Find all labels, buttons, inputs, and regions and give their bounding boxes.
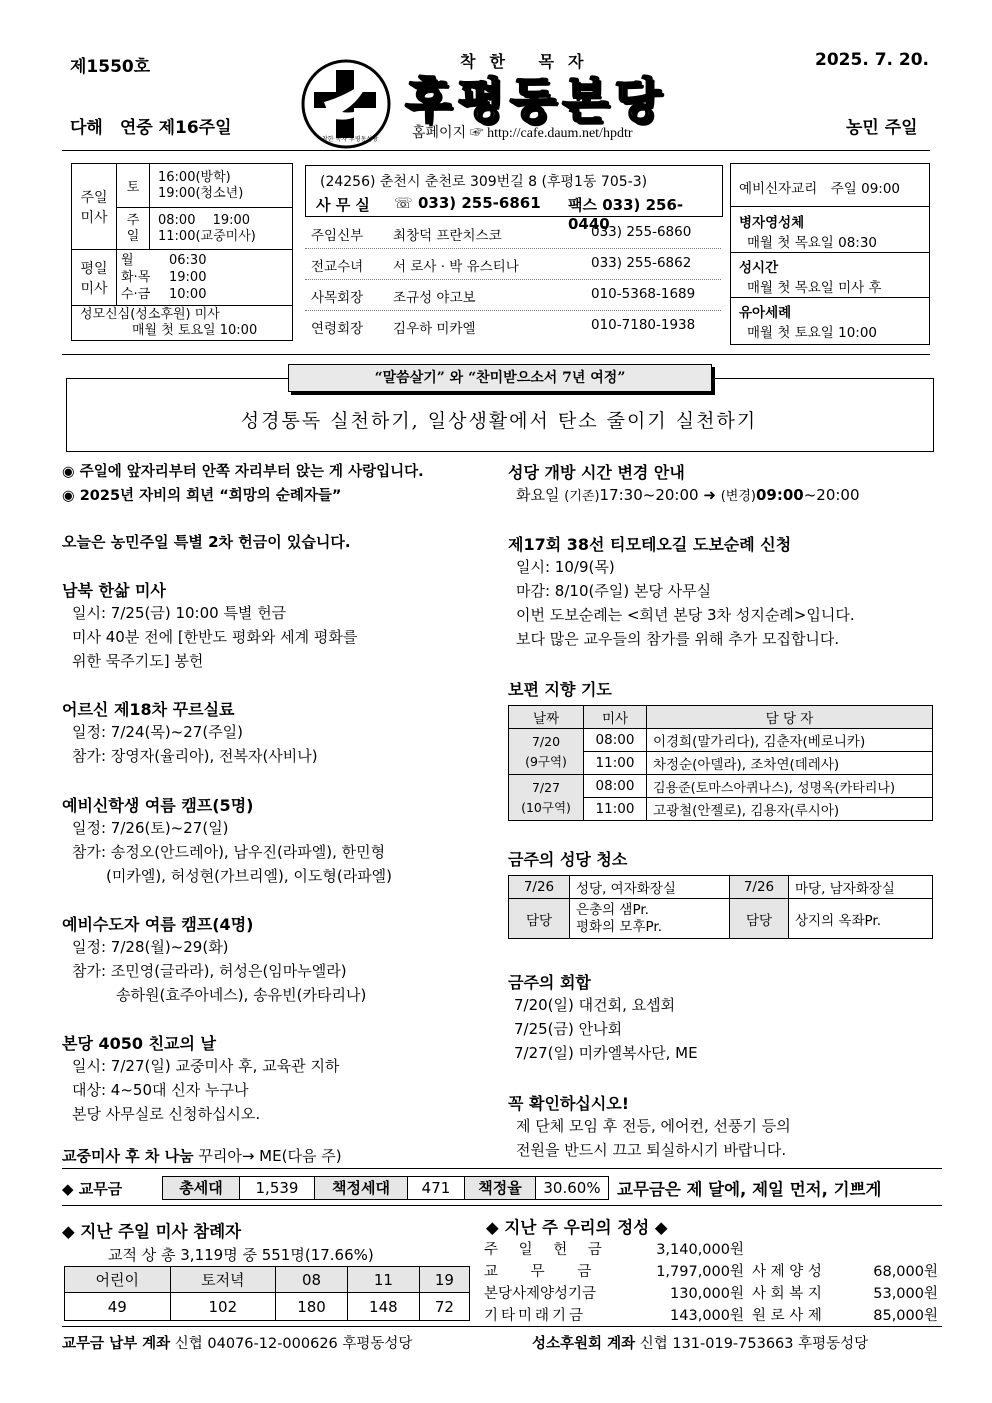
- meeting-line: 7/27(일) 미카엘복사단, ME: [514, 1044, 698, 1062]
- prayer-time: 11:00: [584, 798, 647, 821]
- staff-list: [305, 218, 721, 341]
- vocation-account-number: 신협 131-019-753663 후평동성당: [639, 1336, 869, 1352]
- offering-amount: 68,000원: [873, 1264, 938, 1280]
- staff-name: 조규성 야고보: [393, 290, 476, 306]
- sat-time-1: 16:00(방학): [158, 169, 231, 185]
- seminary-camp-line: 참가: 송정오(안드레아), 남우진(라파엘), 한민형: [72, 843, 386, 861]
- weekday-day-1: 월: [121, 253, 134, 268]
- offering-amount: 53,000원: [873, 1286, 938, 1302]
- open-hours-after-start: 09:00: [755, 486, 804, 504]
- cleaning-charge-label: 담당: [730, 899, 789, 939]
- cleaning-group: 상지의 옥좌Pr.: [789, 899, 933, 939]
- offering-amount: 130,000원: [670, 1286, 744, 1302]
- sick-communion-time: 매월 첫 목요일 08:30: [747, 235, 878, 251]
- parish-name: 후평동본당: [405, 73, 667, 129]
- cursillo-line: 참가: 장영자(율리아), 전복자(사비나): [72, 747, 318, 765]
- sun-time-2: 11:00(교중미사): [158, 228, 256, 244]
- meetings-title: 금주의 회합: [508, 973, 591, 992]
- fax-number: 팩스 033) 256-0440: [568, 196, 684, 233]
- fellowship-day-title: 본당 4050 친교의 날: [62, 1034, 216, 1053]
- prayer-group: (9구역): [525, 753, 567, 769]
- dues-rate: 30.60%: [536, 1176, 609, 1200]
- pilgrimage-line: 보다 많은 교우들의 참가를 위해 추가 모집합니다.: [516, 630, 840, 648]
- attendance-table: [64, 1266, 470, 1321]
- dues-account-label: 교무금 납부 계좌: [62, 1336, 171, 1352]
- attendance-summary: 교적 상 총 3,119명 중 551명(17.66%): [108, 1246, 374, 1264]
- offering-row: [752, 1282, 938, 1304]
- unification-mass-line: 일시: 7/25(금) 10:00 특별 헌금: [72, 604, 287, 622]
- baptism-title: 유아세례: [739, 305, 792, 321]
- open-hours-before-label: (기존): [564, 489, 600, 504]
- prayer-header: 담 당 자: [647, 706, 933, 729]
- staff-name: 김우하 미카엘: [393, 321, 476, 337]
- weekday-mass-label: 평일 미사: [72, 250, 117, 306]
- sick-communion-title: 병자영성체: [739, 215, 805, 231]
- fellowship-day-line: 대상: 4~50대 신자 누구나: [72, 1081, 249, 1099]
- liturgical-week: 다해 연중 제16주일: [70, 118, 232, 138]
- seminary-camp-line: (미카엘), 허성현(가브리엘), 이도형(라파엘): [106, 867, 393, 885]
- sun-label: 주 일: [117, 208, 150, 250]
- staff-row: [305, 249, 721, 280]
- weekday-time-3: 10:00: [169, 287, 207, 302]
- seminary-camp-title: 예비신학생 여름 캠프(5명): [62, 796, 254, 815]
- offering-label: 사 제 양 성: [752, 1264, 822, 1280]
- open-hours-after-end: ~20:00: [803, 486, 860, 504]
- prayer-persons: 차정순(아델라), 조차연(데레사): [647, 752, 933, 775]
- dues-bar: [62, 1176, 881, 1200]
- theme-text: 성경통독 실천하기, 일상생활에서 탄소 줄이기 실천하기: [240, 410, 758, 432]
- issue-date: 2025. 7. 20.: [815, 50, 930, 70]
- table-row: [509, 775, 933, 798]
- pilgrimage-title: 제17회 38선 티모테오길 도보순례 신청: [508, 535, 792, 554]
- prayer-persons: 고광철(안젤로), 김용자(루시아): [647, 798, 933, 821]
- attendance-header: 어린이: [65, 1267, 171, 1293]
- dues-resp-label: 책정세대: [315, 1176, 408, 1200]
- tea-sharing-title: 교중미사 후 차 나눔: [62, 1147, 194, 1165]
- staff-row: [305, 280, 721, 311]
- unification-mass-line: 미사 40분 전에 [한반도 평화와 세계 평화를: [72, 628, 358, 646]
- seminary-camp-line: 일정: 7/26(토)~27(일): [72, 819, 229, 837]
- pilgrimage-line: 이번 도보순례는 <희년 본당 3차 성지순례>입니다.: [516, 606, 855, 624]
- prayer-table: [508, 705, 933, 821]
- adoration-title: 성시간: [739, 260, 779, 276]
- mass-schedule-table: [71, 163, 293, 341]
- attendance-header: 08: [276, 1267, 348, 1293]
- attendance-header: 19: [419, 1267, 469, 1293]
- catechumen-class: 예비신자교리 주일 09:00: [739, 181, 901, 197]
- cleaning-charge-label: 담당: [509, 899, 570, 939]
- cleaning-title: 금주의 성당 청소: [508, 850, 628, 869]
- office-phone: ☏ 033) 255-6861: [394, 194, 541, 212]
- cleaning-area: 마당, 남자화장실: [789, 876, 933, 899]
- offering-label: 본당사제양성기금: [484, 1286, 597, 1302]
- attendance-value: 180: [276, 1293, 348, 1321]
- offering-row: [484, 1282, 744, 1304]
- offerings-right: [752, 1260, 938, 1326]
- offering-amount: 1,797,000원: [656, 1264, 744, 1280]
- offering-label: 원 로 사 제: [752, 1308, 822, 1324]
- cleaning-table: [508, 875, 933, 939]
- sunday-mass-label: 주일 미사: [72, 164, 117, 250]
- prayer-persons: 이경희(말가리다), 김춘자(베로니카): [647, 729, 933, 752]
- attendance-header: 11: [347, 1267, 419, 1293]
- sat-time-2: 19:00(청소년): [158, 185, 244, 201]
- homepage-link[interactable]: 홈페이지 ☞ http://cafe.daum.net/hpdtr: [412, 126, 633, 141]
- unification-mass-line: 위한 묵주기도] 봉헌: [72, 652, 204, 670]
- adoration-time: 매월 첫 목요일 미사 후: [747, 280, 882, 296]
- bullet-jubilee: ◉ 2025년 자비의 희년 “희망의 순례자들”: [62, 488, 342, 504]
- section-rule: [62, 354, 930, 355]
- open-hours-line: [516, 484, 860, 505]
- attendance-value: 148: [347, 1293, 419, 1321]
- pilgrimage-line: 일시: 10/9(목): [516, 558, 615, 576]
- top-rule: [62, 150, 930, 151]
- table-row: [509, 729, 933, 752]
- offering-row: [484, 1238, 744, 1260]
- dues-total: 1,539: [240, 1176, 315, 1200]
- sacrament-box: [730, 163, 930, 345]
- fellowship-day-line: 일시: 7/27(일) 교중미사 후, 교육관 지하: [72, 1057, 340, 1075]
- notice-line: 전원을 반드시 끄고 퇴실하시기 바랍니다.: [516, 1141, 787, 1159]
- dues-account: [62, 1332, 412, 1353]
- tea-sharing-text: 꾸리아→ ME(다음 주): [198, 1147, 342, 1165]
- bullet-seating: ◉ 주일에 앞자리부터 안쪽 자리부터 앉는 게 사랑입니다.: [62, 464, 424, 480]
- arrow-right-icon: ➜: [703, 486, 716, 504]
- staff-role: 주임신부: [311, 228, 364, 244]
- cleaning-date: 7/26: [509, 876, 570, 899]
- offering-amount: 85,000원: [873, 1308, 938, 1324]
- prayer-time: 11:00: [584, 752, 647, 775]
- offerings-left: [484, 1238, 744, 1326]
- prayer-header: 미사: [584, 706, 647, 729]
- religious-camp-title: 예비수도자 여름 캠프(4명): [62, 915, 254, 934]
- heart-mass-time: 매월 첫 토요일 10:00: [132, 323, 258, 338]
- dues-total-label: 총세대: [162, 1176, 240, 1200]
- open-hours-title: 성당 개방 시간 변경 안내: [508, 463, 685, 482]
- staff-row: [305, 311, 721, 341]
- staff-row: [305, 218, 721, 249]
- baptism-time: 매월 첫 토요일 10:00: [747, 325, 878, 341]
- logo-text: 착한 목자 후평동성당: [322, 136, 378, 143]
- theme-tab: “말씀살기” 와 “찬미받으소서 7년 여정”: [288, 364, 712, 392]
- cleaning-group: 은총의 샘Pr.: [576, 901, 649, 918]
- prayer-title: 보편 지향 기도: [508, 680, 612, 699]
- weekday-time-1: 06:30: [169, 253, 207, 268]
- open-hours-day: 화요일: [516, 486, 560, 504]
- dues-slogan: 교무금은 제 달에, 제일 먼저, 기쁘게: [617, 1180, 882, 1199]
- attendance-title: ◆ 지난 주일 미사 참례자: [62, 1222, 242, 1241]
- offering-label: 사 회 복 지: [752, 1286, 822, 1302]
- offerings-title: ◆ 지난 주 우리의 정성 ◆: [486, 1218, 668, 1237]
- parish-logo: [300, 58, 392, 150]
- weekday-time-2: 19:00: [169, 270, 207, 285]
- office-label: 사 무 실: [316, 196, 370, 214]
- attendance-value: 49: [65, 1293, 171, 1321]
- prayer-persons: 김용준(토마스아퀴나스), 성명옥(카타리나): [647, 775, 933, 798]
- dues-label: ◆ 교무금: [62, 1179, 123, 1198]
- sunday-name: 농민 주일: [846, 118, 918, 138]
- offering-amount: 143,000원: [670, 1308, 744, 1324]
- sat-label: 토: [117, 164, 150, 208]
- open-hours-before: 17:30~20:00: [599, 486, 699, 504]
- open-hours-after-label: (변경): [720, 489, 756, 504]
- offering-row: [752, 1260, 938, 1282]
- pilgrimage-line: 마감: 8/10(주일) 본당 사무실: [516, 582, 712, 600]
- offering-amount: 3,140,000원: [656, 1242, 744, 1258]
- offering-label: 기타미래기금: [484, 1308, 587, 1324]
- staff-name: 서 로사 · 박 유스티나: [393, 259, 519, 275]
- prayer-date: 7/20: [531, 733, 561, 749]
- motto: 착한 목자: [460, 52, 598, 71]
- religious-camp-line: 송하원(효주아네스), 송유빈(카타리나): [116, 986, 367, 1004]
- offering-row: [484, 1260, 744, 1282]
- notice-title: 꼭 확인하십시오!: [508, 1094, 630, 1113]
- prayer-header: 날짜: [509, 706, 584, 729]
- vocation-account-label: 성소후원회 계좌: [532, 1336, 636, 1352]
- staff-name: 최창덕 프란치스코: [393, 228, 502, 244]
- attendance-value: 102: [170, 1293, 276, 1321]
- offering-row: [752, 1304, 938, 1326]
- dues-rate-label: 책정율: [465, 1176, 536, 1200]
- address: (24256) 춘천시 춘천로 309번길 8 (후평1동 705-3): [320, 174, 648, 190]
- cleaning-date: 7/26: [730, 876, 789, 899]
- meeting-line: 7/25(금) 안나회: [514, 1020, 623, 1038]
- unification-mass-title: 남북 한삶 미사: [62, 581, 166, 600]
- weekday-day-3: 수·금: [121, 287, 151, 302]
- cursillo-line: 일정: 7/24(목)~27(주일): [72, 723, 244, 741]
- attendance-header: 토저녁: [170, 1267, 276, 1293]
- offering-label: 교 무 금: [484, 1264, 606, 1280]
- weekday-day-2: 화·목: [121, 270, 151, 285]
- prayer-date: 7/27: [531, 779, 561, 795]
- offering-notice: 오늘은 농민주일 특별 2차 헌금이 있습니다.: [62, 533, 351, 551]
- tea-sharing: [62, 1145, 342, 1166]
- staff-phone: 033) 255-6860: [591, 224, 692, 240]
- staff-phone: 010-5368-1689: [591, 286, 696, 302]
- prayer-time: 08:00: [584, 775, 647, 798]
- cleaning-area: 성당, 여자화장실: [570, 876, 730, 899]
- fellowship-day-line: 본당 사무실로 신청하십시오.: [72, 1105, 261, 1123]
- staff-role: 연령회장: [311, 321, 364, 337]
- heart-mass-title: 성모신심(성소후원) 미사: [80, 307, 220, 322]
- staff-phone: 010-7180-1938: [591, 317, 696, 333]
- staff-phone: 033) 255-6862: [591, 255, 692, 271]
- notice-line: 제 단체 모임 후 전등, 에어컨, 선풍기 등의: [516, 1117, 791, 1135]
- dues-account-number: 신협 04076-12-000626 후평동성당: [174, 1336, 413, 1352]
- meeting-line: 7/20(일) 대건회, 요셉회: [514, 996, 676, 1014]
- religious-camp-line: 일정: 7/28(월)~29(화): [72, 938, 229, 956]
- cleaning-group: 평화의 모후Pr.: [576, 918, 663, 935]
- offering-label: 주 일 헌 금: [484, 1242, 610, 1258]
- staff-role: 전교수녀: [311, 259, 364, 275]
- cursillo-title: 어르신 제18차 꾸르실료: [62, 700, 235, 719]
- vocation-account: [532, 1332, 868, 1353]
- issue-number: 제1550호: [70, 57, 151, 77]
- offering-row: [484, 1304, 744, 1326]
- religious-camp-line: 참가: 조민영(글라라), 허성은(임마누엘라): [72, 962, 347, 980]
- sun-time-1: 08:00 19:00: [158, 212, 251, 228]
- attendance-value: 72: [419, 1293, 469, 1321]
- prayer-time: 08:00: [584, 729, 647, 752]
- prayer-group: (10구역): [521, 799, 571, 815]
- dues-resp: 471: [408, 1176, 465, 1200]
- staff-role: 사목회장: [311, 290, 364, 306]
